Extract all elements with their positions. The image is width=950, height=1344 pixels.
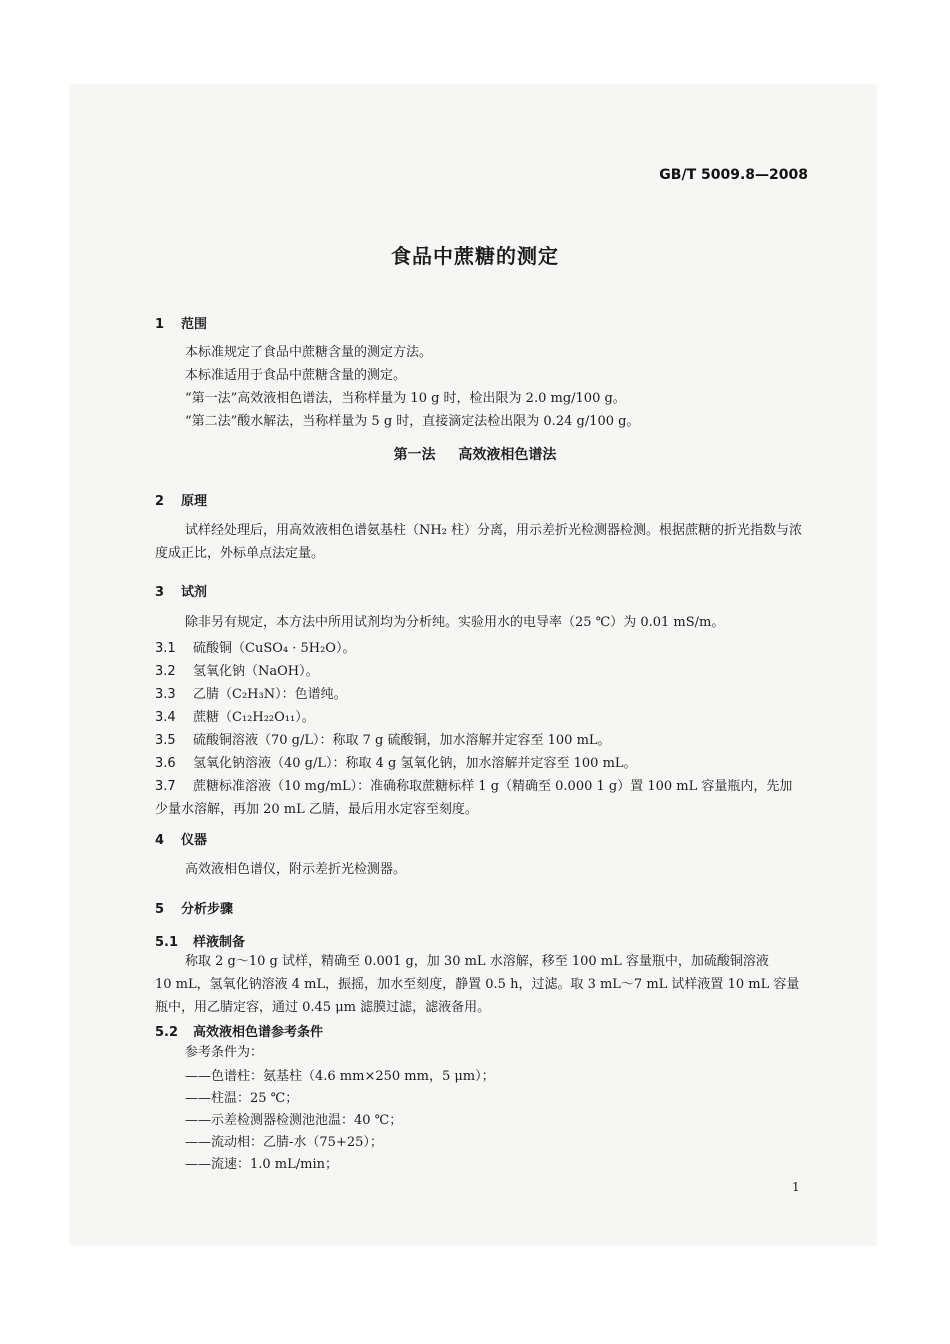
section-number: 5 xyxy=(155,902,165,917)
apparatus-text: 高效液相色谱仪，附示差折光检测器。 xyxy=(185,862,407,877)
reagent-item xyxy=(155,660,319,679)
section-number: 4 xyxy=(155,833,165,848)
condition-item: ——流动相：乙腈-水（75+25）； xyxy=(185,1135,383,1150)
subsection-title: 样液制备 xyxy=(193,935,246,950)
section-3-heading xyxy=(155,581,207,600)
reagent-item xyxy=(155,706,315,725)
section-1-line: “第一法”高效液相色谱法，当称样量为 10 g 时，检出限为 2.0 mg/100 g。 xyxy=(185,391,626,406)
reagent-item xyxy=(155,683,347,702)
section-1-line: 本标准规定了食品中蔗糖含量的测定方法。 xyxy=(185,345,433,360)
reagent-item xyxy=(155,729,611,748)
reagent-item-continuation: 少量水溶解，再加 20 mL 乙腈，最后用水定容至刻度。 xyxy=(155,802,478,817)
section-number: 2 xyxy=(155,494,165,509)
section-number: 1 xyxy=(155,317,165,332)
reagent-item xyxy=(155,775,792,794)
condition-item: ——示差检测器检测池池温：40 ℃； xyxy=(185,1113,403,1128)
document-title: 食品中蔗糖的测定 xyxy=(391,244,559,268)
reagent-item xyxy=(155,752,637,771)
section-4-heading xyxy=(155,829,207,848)
item-text: 硫酸铜（CuSO₄ · 5H₂O）。 xyxy=(193,641,356,656)
section-2-heading xyxy=(155,490,207,509)
section-number: 3 xyxy=(155,585,165,600)
sample-prep-continuation: 10 mL，氢氧化钠溶液 4 mL，振摇，加水至刻度，静置 0.5 h，过滤。取 3 mL～7 mL 试样液置 10 mL 容量瓶中，用乙腈定容，通过 0.45 μm 滤膜过滤，滤液备用。 xyxy=(155,977,800,1015)
item-number: 3.5 xyxy=(155,733,176,748)
section-title: 分析步骤 xyxy=(181,902,234,917)
standard-number: GB/T 5009.8—2008 xyxy=(659,167,808,183)
section-1-line: 本标准适用于食品中蔗糖含量的测定。 xyxy=(185,368,407,383)
method-1-title: 第一法 高效液相色谱法 xyxy=(393,447,557,463)
subsection-number: 5.1 xyxy=(155,935,179,950)
subsection-5-1-heading xyxy=(155,931,245,950)
item-text: 蔗糖标准溶液（10 mg/mL）：准确称取蔗糖标样 1 g（精确至 0.000 1 g）置 100 mL 容量瓶内，先加 xyxy=(193,779,793,794)
subsection-number: 5.2 xyxy=(155,1025,179,1040)
item-text: 蔗糖（C₁₂H₂₂O₁₁）。 xyxy=(193,710,315,725)
item-number: 3.3 xyxy=(155,687,176,702)
section-1-line: “第二法”酸水解法，当称样量为 5 g 时，直接滴定法检出限为 0.24 g/100 g。 xyxy=(185,414,640,429)
section-title: 试剂 xyxy=(181,585,208,600)
page-number: 1 xyxy=(792,1180,800,1194)
condition-item: ——色谱柱：氨基柱（4.6 mm×250 mm，5 μm）； xyxy=(185,1069,495,1084)
item-text: 氢氧化钠溶液（40 g/L）：称取 4 g 氢氧化钠，加水溶解并定容至 100 mL。 xyxy=(193,756,637,771)
item-number: 3.4 xyxy=(155,710,176,725)
subsection-5-2-heading xyxy=(155,1021,323,1040)
subsection-title: 高效液相色谱参考条件 xyxy=(193,1025,324,1040)
section-5-heading xyxy=(155,898,233,917)
item-number: 3.7 xyxy=(155,779,176,794)
item-number: 3.2 xyxy=(155,664,176,679)
item-number: 3.6 xyxy=(155,756,176,771)
condition-item: ——流速：1.0 mL/min； xyxy=(185,1157,339,1172)
condition-item: ——柱温：25 ℃； xyxy=(185,1091,299,1106)
section-title: 仪器 xyxy=(181,833,208,848)
item-text: 硫酸铜溶液（70 g/L）：称取 7 g 硫酸铜，加水溶解并定容至 100 mL。 xyxy=(193,733,611,748)
reagents-intro: 除非另有规定，本方法中所用试剂均为分析纯。实验用水的电导率（25 ℃）为 0.01 mS/m。 xyxy=(185,615,725,630)
item-text: 氢氧化钠（NaOH）。 xyxy=(193,664,319,679)
principle-paragraph: 试样经处理后，用高效液相色谱氨基柱（NH₂ 柱）分离，用示差折光检测器检测。根据蔗糖的折光指数与浓度成正比，外标单点法定量。 xyxy=(155,523,803,561)
section-title: 范围 xyxy=(181,317,208,332)
reagent-item xyxy=(155,637,355,656)
item-number: 3.1 xyxy=(155,641,176,656)
item-text: 乙腈（C₂H₃N）：色谱纯。 xyxy=(193,687,347,702)
section-1-heading xyxy=(155,313,207,332)
section-title: 原理 xyxy=(181,494,208,509)
conditions-intro: 参考条件为： xyxy=(185,1045,264,1060)
sample-prep-line: 称取 2 g～10 g 试样，精确至 0.001 g，加 30 mL 水溶解，移至 100 mL 容量瓶中，加硫酸铜溶液 xyxy=(185,954,769,969)
